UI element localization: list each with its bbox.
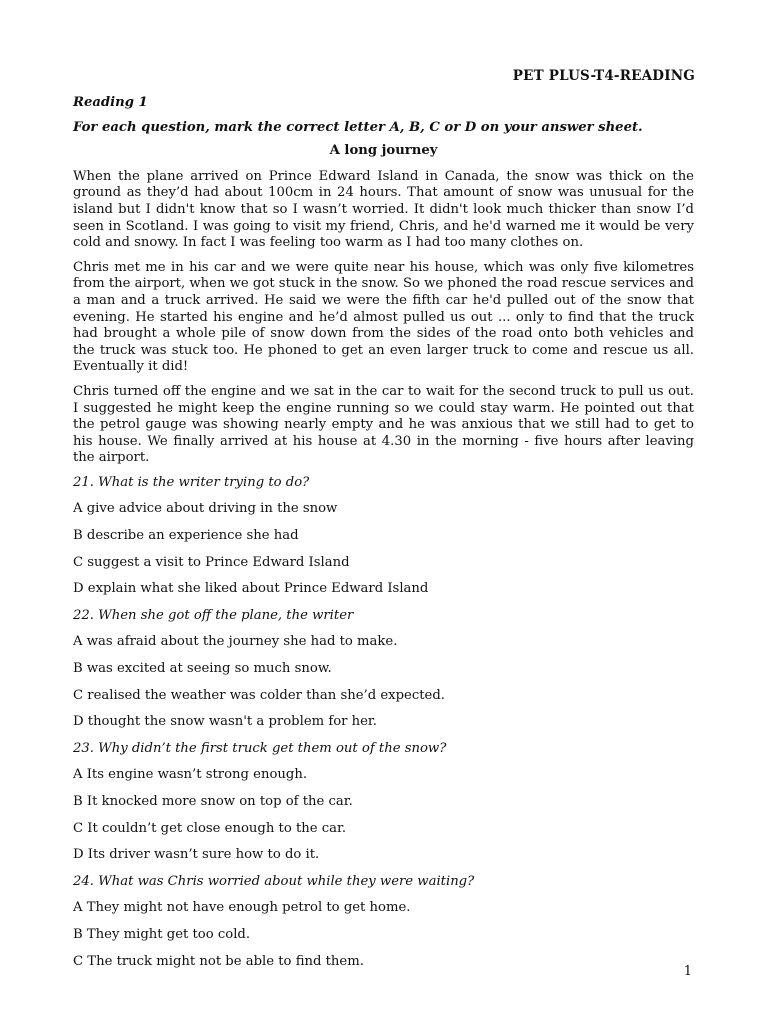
story-title: A long journey bbox=[329, 143, 438, 159]
option-a: A give advice about driving in the snow bbox=[73, 501, 338, 517]
page-number: 1 bbox=[683, 964, 692, 979]
option-d: D Its driver wasn’t sure how to do it. bbox=[73, 847, 320, 863]
question-24 bbox=[73, 874, 694, 970]
story-paragraph-3: Chris turned off the engine and we sat in the car to wait for the second truck to pull us out. I suggested he might keep the engine running so we could stay warm. He pointed out that the petrol gauge was showing nearly empty and he was anxious that we still had to get to his house. We finally arrived at his house at 4.30 in the morning - five hours after leaving the airport. bbox=[73, 383, 694, 466]
page-content bbox=[73, 95, 694, 980]
question-text: 24. What was Chris worried about while they were waiting? bbox=[73, 873, 475, 889]
option-b: B They might get too cold. bbox=[73, 926, 251, 942]
option-a: A Its engine wasn’t strong enough. bbox=[73, 767, 308, 783]
option-d: D thought the snow wasn't a problem for her. bbox=[73, 714, 377, 730]
question-text: 23. Why didn’t the first truck get them out of the snow? bbox=[73, 740, 447, 756]
question-23 bbox=[73, 741, 694, 864]
option-c: C It couldn’t get close enough to the car. bbox=[73, 820, 347, 836]
option-b: B was excited at seeing so much snow. bbox=[73, 661, 332, 677]
option-b: B It knocked more snow on top of the car. bbox=[73, 794, 353, 809]
question-text: 22. When she got off the plane, the writer bbox=[73, 607, 354, 623]
option-c: C The truck might not be able to find them. bbox=[73, 953, 364, 969]
question-21 bbox=[73, 475, 694, 598]
option-c: C suggest a visit to Prince Edward Island bbox=[73, 554, 350, 570]
option-c: C realised the weather was colder than she’d expected. bbox=[73, 687, 445, 703]
page-header: PET PLUS-T4-READING bbox=[512, 68, 695, 84]
option-d: D explain what she liked about Prince Edward Island bbox=[73, 581, 429, 597]
option-a: A was afraid about the journey she had to make. bbox=[73, 634, 398, 650]
story-paragraph-2: Chris met me in his car and we were quite near his house, which was only five kilometres from the airport, when we got stuck in the snow. So we phoned the road rescue services and a man and a truck arrived. He said we were the fifth car he'd pulled out of the snow that evening. He started his engine and he’d almost pulled us out ... only to find that the truck had brought a whole pile of snow down from the sides of the road onto both vehicles and the truck was stuck too. He phoned to get an even larger truck to come and rescue us all. Eventually it did! bbox=[73, 259, 694, 375]
question-22 bbox=[73, 608, 694, 731]
section-title: Reading 1 bbox=[73, 95, 148, 110]
question-text: 21. What is the writer trying to do? bbox=[73, 474, 310, 490]
option-b: B describe an experience she had bbox=[73, 528, 299, 544]
instruction-text: For each question, mark the correct letter A, B, C or D on your answer sheet. bbox=[73, 119, 643, 135]
option-a: A They might not have enough petrol to get home. bbox=[73, 900, 411, 916]
story-paragraph-1: When the plane arrived on Prince Edward Island in Canada, the snow was thick on the ground as they’d had about 100cm in 24 hours. That amount of snow was unusual for the island but I didn't know that so I wasn’t worried. It didn't look much thicker than snow I’d seen in Scotland. I was going to visit my friend, Chris, and he'd warned me it would be very cold and snowy. In fact I was feeling too warm as I had too many clothes on. bbox=[73, 168, 694, 251]
